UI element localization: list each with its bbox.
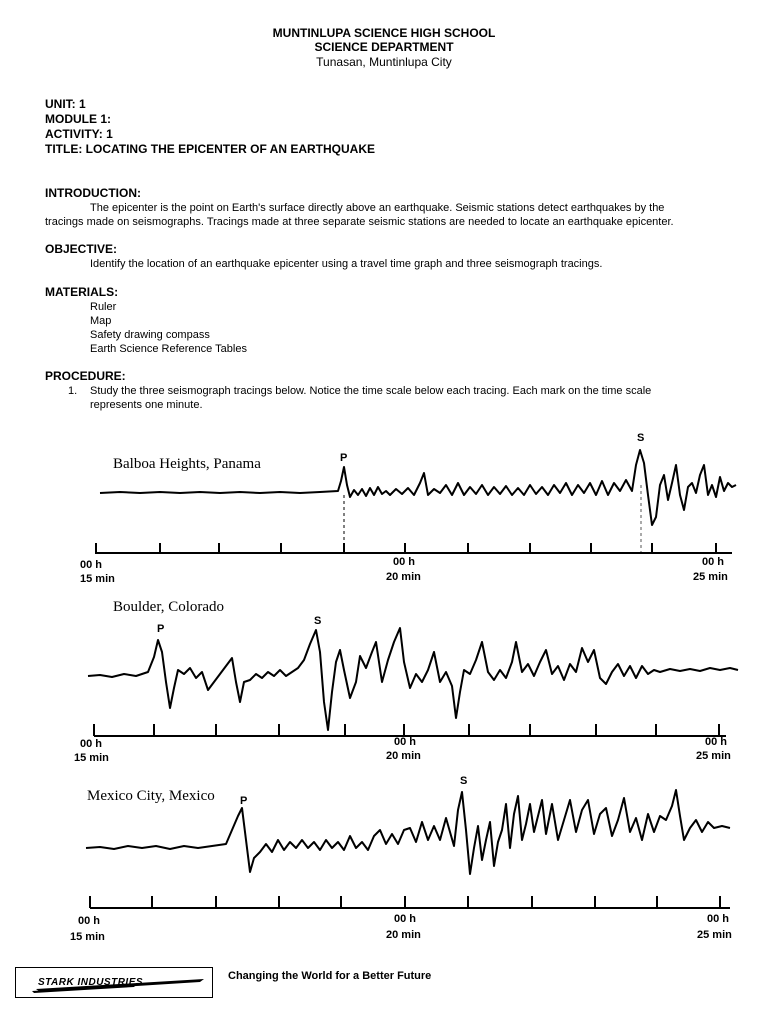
time-label-hour: 00 h xyxy=(394,736,417,748)
introduction-line-1: The epicenter is the point on Earth's surface directly above an earthquake. Seismic stations detect earthquakes by the xyxy=(90,202,665,214)
time-label-minute: 15 min xyxy=(70,931,105,943)
module-label: MODULE 1: xyxy=(45,112,111,126)
objective-text: Identify the location of an earthquake epicenter using a travel time graph and three seismograph tracings. xyxy=(90,258,603,270)
time-label-hour: 00 h xyxy=(80,559,103,571)
seismograph-mexico-city xyxy=(0,770,768,945)
school-name: MUNTINLUPA SCIENCE HIGH SCHOOL xyxy=(272,26,496,40)
time-label-hour: 00 h xyxy=(78,915,101,927)
introduction-heading: INTRODUCTION: xyxy=(45,186,141,200)
station-name-balboa: Balboa Heights, Panama xyxy=(113,456,261,472)
time-label-hour: 00 h xyxy=(707,913,730,925)
unit-label: UNIT: 1 xyxy=(45,97,86,111)
seismic-trace xyxy=(86,790,730,874)
procedure-step-line-2: represents one minute. xyxy=(90,399,203,411)
activity-label: ACTIVITY: 1 xyxy=(45,127,113,141)
station-name-mexico-city: Mexico City, Mexico xyxy=(87,788,215,804)
materials-item: Safety drawing compass xyxy=(90,329,210,341)
s-wave-label: S xyxy=(637,432,645,444)
materials-item: Map xyxy=(90,315,112,327)
department-name: SCIENCE DEPARTMENT xyxy=(314,40,454,54)
seismograph-boulder xyxy=(0,612,768,767)
footer-tagline: Changing the World for a Better Future xyxy=(228,970,432,982)
activity-title: TITLE: LOCATING THE EPICENTER OF AN EARTHQUAKE xyxy=(45,142,375,156)
time-label-minute: 15 min xyxy=(74,752,109,764)
s-wave-label: S xyxy=(460,775,468,787)
time-label-minute: 15 min xyxy=(80,573,115,585)
time-label-hour: 00 h xyxy=(702,556,725,568)
procedure-step-line-1: Study the three seismograph tracings below. Notice the time scale below each tracing. Each mark on the time scale xyxy=(90,385,652,397)
seismograph-balboa xyxy=(0,425,768,590)
seismic-trace xyxy=(88,628,738,730)
p-wave-label: P xyxy=(157,623,165,635)
time-label-hour: 00 h xyxy=(394,913,417,925)
time-label-minute: 25 min xyxy=(693,571,728,583)
procedure-heading: PROCEDURE: xyxy=(45,369,126,383)
time-label-minute: 25 min xyxy=(697,929,732,941)
time-label-minute: 20 min xyxy=(386,571,421,583)
time-scale-ticks xyxy=(96,543,716,553)
time-label-hour: 00 h xyxy=(393,556,416,568)
materials-item: Earth Science Reference Tables xyxy=(90,343,247,355)
time-label-minute: 25 min xyxy=(696,750,731,762)
stark-industries-logo xyxy=(15,967,213,998)
s-wave-label: S xyxy=(314,615,322,627)
time-label-hour: 00 h xyxy=(705,736,728,748)
materials-item: Ruler xyxy=(90,301,117,313)
time-label-minute: 20 min xyxy=(386,750,421,762)
time-scale-ticks xyxy=(90,896,720,908)
introduction-line-2: tracings made on seismographs. Tracings made at three separate seismic stations are needed to locate an earthquake epicenter. xyxy=(45,216,674,228)
p-wave-label: P xyxy=(240,795,248,807)
station-name-boulder: Boulder, Colorado xyxy=(113,599,225,615)
materials-heading: MATERIALS: xyxy=(45,285,119,299)
procedure-step-number: 1. xyxy=(68,385,78,397)
logo-text: STARK INDUSTRIES xyxy=(38,977,144,988)
objective-heading: OBJECTIVE: xyxy=(45,242,118,256)
time-label-hour: 00 h xyxy=(80,738,103,750)
p-wave-label: P xyxy=(340,452,348,464)
time-scale-ticks xyxy=(94,724,719,736)
time-label-minute: 20 min xyxy=(386,929,421,941)
school-address: Tunasan, Muntinlupa City xyxy=(316,55,452,69)
